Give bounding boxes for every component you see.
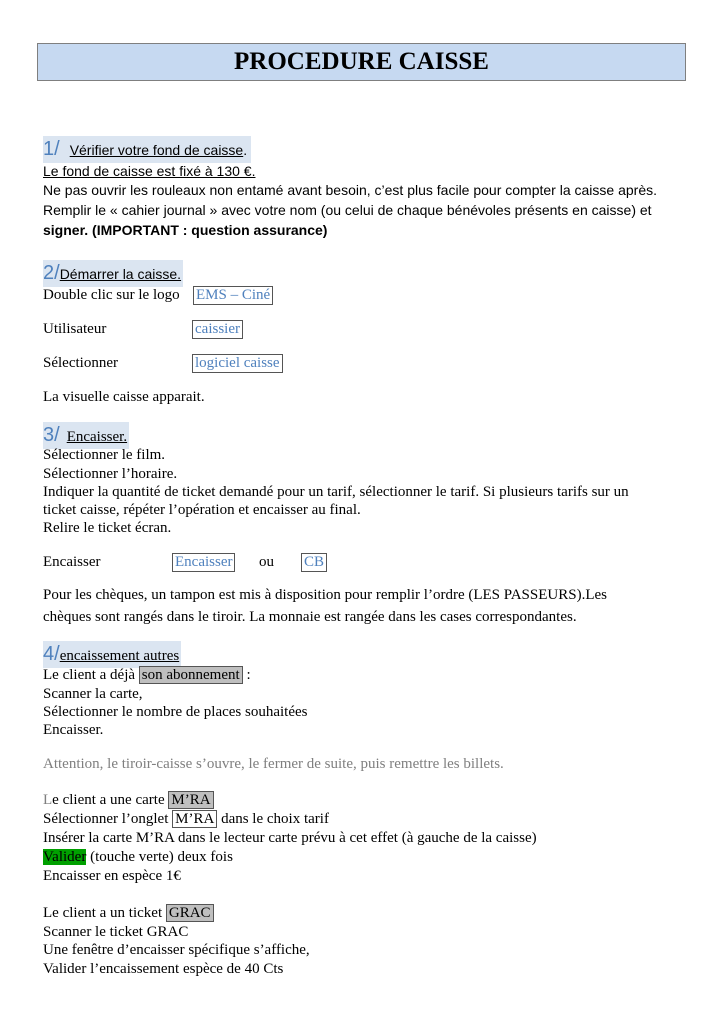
section-4-number: 4/ xyxy=(43,643,60,665)
mra-box: M’RA xyxy=(168,791,213,809)
section-4-title: encaissement autres xyxy=(59,648,180,664)
mra-line2 xyxy=(43,811,329,828)
section-2-number: 2/ xyxy=(43,262,60,284)
abonnement-pre: Le client a déjà xyxy=(43,667,136,683)
grac-line2: Scanner le ticket GRAC xyxy=(43,924,189,940)
logiciel-caisse-box: logiciel caisse xyxy=(192,354,283,373)
section-1-heading xyxy=(43,136,251,163)
visuelle-text: La visuelle caisse apparait. xyxy=(43,389,205,405)
page-title: PROCEDURE CAISSE xyxy=(37,43,686,81)
cheque-line1: Pour les chèques, un tampon est mis à disposition pour remplir l’ordre (LES PASSEURS).Les xyxy=(43,587,607,603)
abo-line1: Scanner la carte, xyxy=(43,686,143,702)
mra-onglet-box: M’RA xyxy=(172,810,217,828)
section-3-number: 3/ xyxy=(43,424,60,446)
s3-line5: Relire le ticket écran. xyxy=(43,520,172,536)
grac-line1 xyxy=(43,905,214,922)
mra-line1 xyxy=(43,792,214,809)
utilisateur-label: Utilisateur xyxy=(43,321,107,337)
logo-line-text: Double clic sur le logo xyxy=(43,287,180,303)
important-bold: . (IMPORTANT : question assurance) xyxy=(84,222,328,238)
valider-line xyxy=(43,849,233,866)
encaisser-label: Encaisser xyxy=(43,554,101,570)
logo-line xyxy=(43,287,180,304)
section-4-heading xyxy=(43,641,181,668)
grac-box: GRAC xyxy=(166,904,214,922)
grac-line3: Une fenêtre d’encaisser spécifique s’affiche, xyxy=(43,942,310,958)
section-3-heading xyxy=(43,422,129,449)
grac-line4: Valider l’encaissement espèce de 40 Cts xyxy=(43,961,284,977)
abonnement-box: son abonnement xyxy=(139,666,243,684)
section-1-number: 1/ xyxy=(43,138,60,160)
section-2-title: Démarrer la caisse. xyxy=(59,266,182,282)
abo-line2: Sélectionner le nombre de places souhaitées xyxy=(43,704,308,720)
mra2-post: dans le choix tarif xyxy=(221,811,329,827)
section-1-title: Vérifier votre fond de caisse xyxy=(69,142,244,158)
abo-line3: Encaisser. xyxy=(43,722,104,738)
mra2-pre: Sélectionner l’onglet xyxy=(43,811,169,827)
s3-line2: Sélectionner l’horaire. xyxy=(43,466,178,482)
mra-first-letter: L xyxy=(43,792,53,808)
valider-post: (touche verte) deux fois xyxy=(86,849,233,865)
abonnement-post: : xyxy=(242,667,251,683)
rouleaux-text: Ne pas ouvrir les rouleaux non entamé avant besoin, c’est plus facile pour compter la caisse après. xyxy=(43,182,657,198)
signer-bold: signer xyxy=(43,222,85,238)
encaisser-button-box: Encaisser xyxy=(172,553,235,572)
s3-line3: Indiquer la quantité de ticket demandé pour un tarif, sélectionner le tarif. Si plusieurs tarifs sur un xyxy=(43,484,629,500)
section-1-title-dot: . xyxy=(243,142,248,158)
selectionner-label: Sélectionner xyxy=(43,355,118,371)
mra-pre: e client a une carte xyxy=(52,792,165,808)
grac-pre: Le client a un ticket xyxy=(43,905,163,921)
cb-button-box: CB xyxy=(301,553,327,572)
cheque-line2: chèques sont rangés dans le tiroir. La monnaie est rangée dans les cases correspondantes. xyxy=(43,609,577,625)
section-2-heading xyxy=(43,260,183,287)
mra-line5: Encaisser en espèce 1€ xyxy=(43,868,181,884)
mra-line3: Insérer la carte M’RA dans le lecteur carte prévu à cet effet (à gauche de la caisse) xyxy=(43,830,537,846)
cahier-journal-text: Remplir le « cahier journal » avec votre nom (ou celui de chaque bénévoles présents en caisse) et xyxy=(43,202,652,218)
ems-cine-logo-box: EMS – Ciné xyxy=(193,286,273,305)
valider-green-box: Valider xyxy=(43,849,87,865)
section-3-title: Encaisser. xyxy=(66,429,128,445)
abonnement-line xyxy=(43,667,251,684)
fond-caisse-text: Le fond de caisse est fixé à 130 €. xyxy=(43,163,256,179)
ou-text: ou xyxy=(259,554,274,570)
s3-line1: Sélectionner le film. xyxy=(43,447,166,463)
utilisateur-value-box: caissier xyxy=(192,320,243,339)
signer-text xyxy=(43,222,327,238)
s3-line4: ticket caisse, répéter l’opération et encaisser au final. xyxy=(43,502,361,518)
attention-text: Attention, le tiroir-caisse s’ouvre, le fermer de suite, puis remettre les billets. xyxy=(43,756,504,772)
